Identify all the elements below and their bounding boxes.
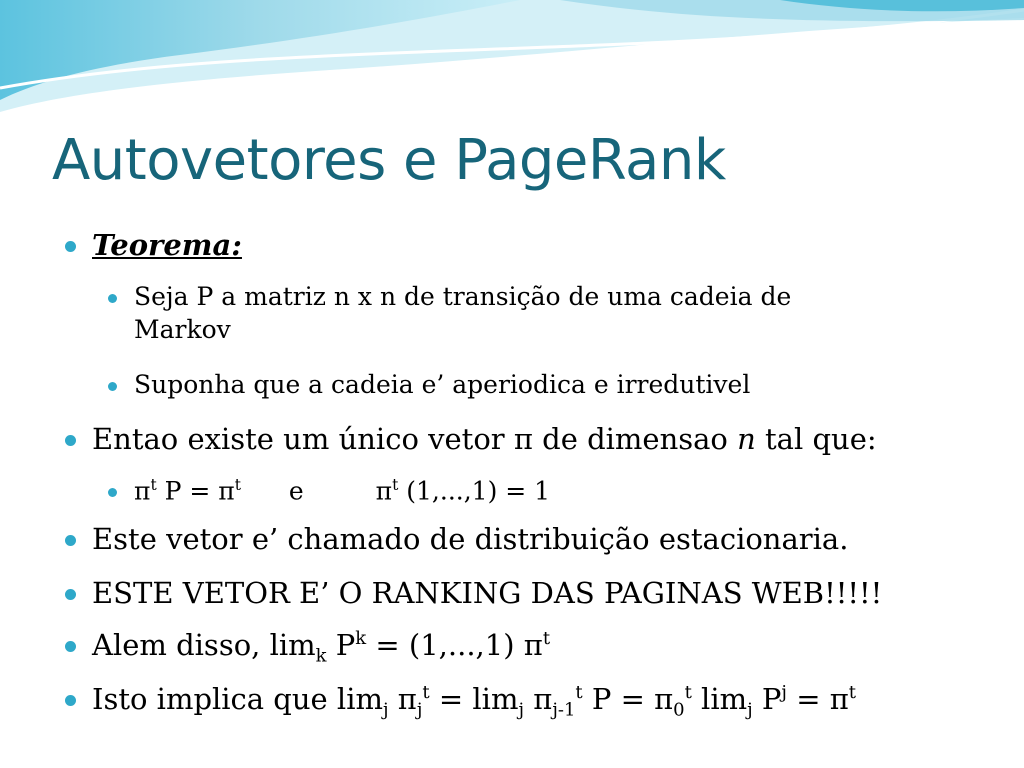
bullet-limit <box>92 628 550 666</box>
bullet-implication <box>92 682 856 720</box>
bullet-dot <box>65 535 76 546</box>
bullet-dot <box>108 382 117 391</box>
transpose-sup: t <box>234 476 241 494</box>
slide-title: Autovetores e PageRank <box>52 128 726 193</box>
theorem-label: Teorema: <box>92 228 242 262</box>
limit-text-pre: Alem disso, lim <box>92 628 316 662</box>
bullet-matrix-definition <box>134 282 791 344</box>
bullet-stationary-distribution <box>92 522 848 556</box>
sub-j: j <box>518 699 525 721</box>
bullet-stationary-equations <box>134 476 550 505</box>
normalization-text: (1,...,1) = 1 <box>398 476 551 506</box>
bullet-dot <box>65 241 76 252</box>
existence-text-pre: Entao existe um único vetor π de dimensao <box>92 422 738 456</box>
transpose-sup: t <box>684 682 692 704</box>
bullet-existence <box>92 422 877 456</box>
power-sup-j: j <box>781 682 787 704</box>
transpose-sup: t <box>848 682 857 704</box>
sub-j: j <box>416 699 423 721</box>
sub-j: j <box>382 699 389 721</box>
pi-symbol: π <box>218 476 235 506</box>
bullet-ranking <box>92 576 882 610</box>
pi-symbol: π <box>134 476 151 506</box>
existence-text-post: tal que: <box>755 422 877 456</box>
bullet-text: Este vetor e’ chamado de distribuição estacionaria. <box>92 522 849 556</box>
sub-j-minus-1: j-1 <box>552 699 576 721</box>
power-sup-k: k <box>355 628 367 650</box>
transpose-sup: t <box>150 476 157 494</box>
matrix-p: P <box>752 682 782 716</box>
sub-j: j <box>747 699 753 721</box>
transpose-sup: t <box>575 682 583 704</box>
bullet-dot <box>65 695 76 706</box>
limit-sub-k: k <box>315 645 327 667</box>
implication-text-pre: Isto implica que lim <box>92 682 383 716</box>
bullet-text-line-2: Markov <box>134 315 231 344</box>
eq-lim: = lim <box>429 682 519 716</box>
bullet-dot <box>108 488 117 497</box>
pi-symbol: π <box>375 476 393 506</box>
bullet-chain-assumption <box>134 370 750 399</box>
transpose-sup: t <box>542 628 551 650</box>
existence-n: n <box>737 422 756 456</box>
lim-word: lim <box>691 682 748 716</box>
transpose-sup: t <box>422 682 430 704</box>
bullet-text: Suponha que a cadeia e’ aperiodica e irredutivel <box>134 370 751 399</box>
transpose-sup: t <box>392 476 399 494</box>
eq-pi-end: = π <box>787 682 849 716</box>
bullet-dot <box>65 589 76 600</box>
limit-text-mid: = (1,...,1) π <box>366 628 543 662</box>
bullet-text-line-1: Seja P a matriz n x n de transição de uma cadeia de <box>134 282 792 311</box>
header-wave-decoration <box>0 0 1024 130</box>
bullet-dot <box>65 435 76 446</box>
pi-symbol: π <box>388 682 417 716</box>
sub-zero: 0 <box>673 699 685 721</box>
bullet-text: ESTE VETOR E’ O RANKING DAS PAGINAS WEB!!!!! <box>92 576 883 610</box>
p-eq-pi: P = π <box>582 682 674 716</box>
and-word: e <box>288 476 304 506</box>
bullet-theorem <box>92 228 242 262</box>
bullet-dot <box>108 294 117 303</box>
bullet-dot <box>65 641 76 652</box>
pi-symbol: π <box>524 682 553 716</box>
matrix-p: P <box>326 628 356 662</box>
eq-mid: P = <box>156 476 219 506</box>
